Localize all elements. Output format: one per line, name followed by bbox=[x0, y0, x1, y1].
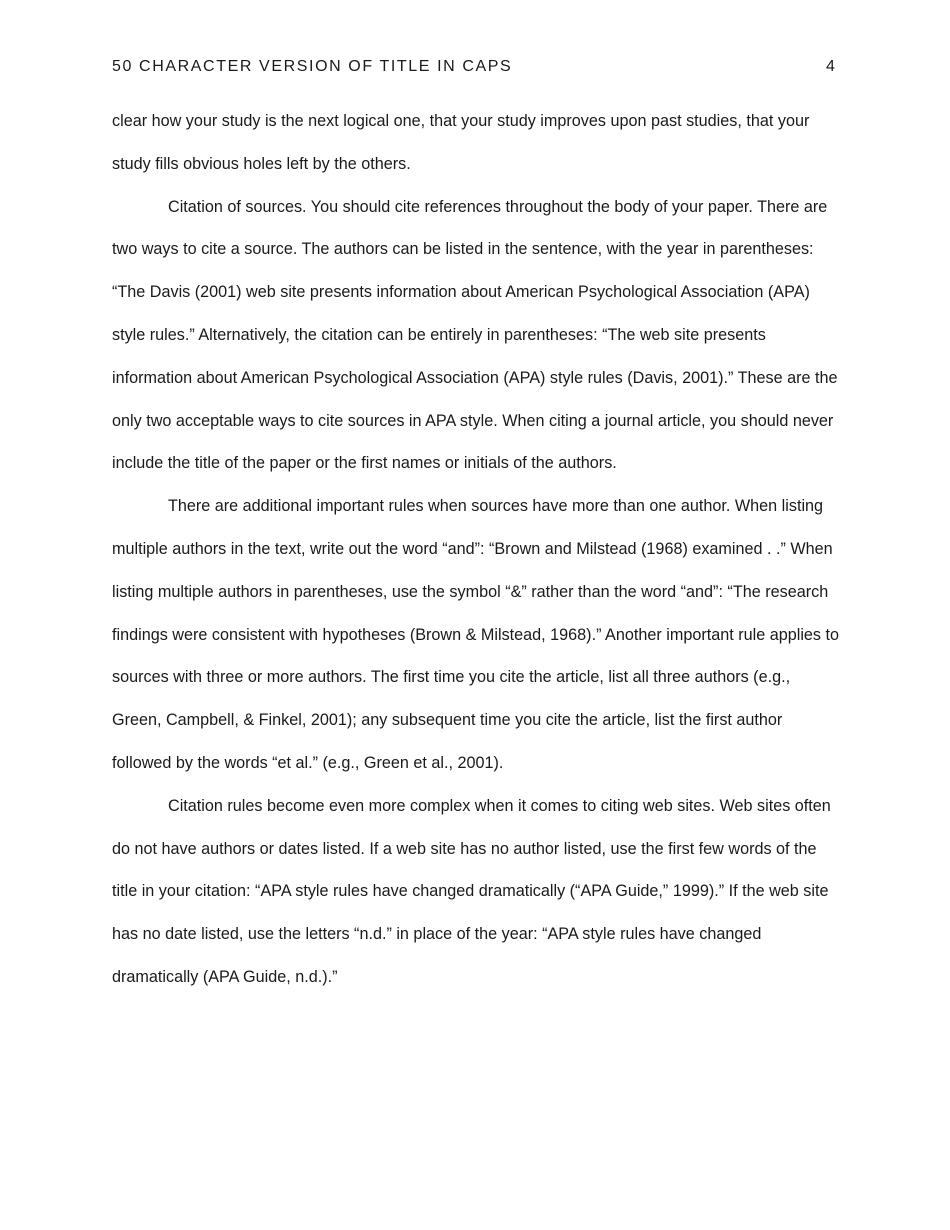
paragraph-multiple-authors: There are additional important rules when sources have more than one author. When listing multiple authors in the text, write out the word “and”: “Brown and Milstead (1968) examined . .” When listing multiple authors in parentheses, use the symbol “&” rather than the word “and”: “The research findings were consistent with hypotheses (Brown & Milstead, 1968).” Another important rule applies to sources with three or more authors. The first time you cite the article, list all three authors (e.g., Green, Campbell, & Finkel, 2001); any subsequent time you cite the article, list the first author followed by the words “et al.” (e.g., Green et al., 2001). bbox=[112, 497, 840, 772]
paragraph-web-sites: Citation rules become even more complex when it comes to citing web sites. Web sites often do not have authors or dates listed. If a web site has no author listed, use the first few words of the title in your citation: “APA style rules have changed dramatically (“APA Guide,” 1999).” If the web site has no date listed, use the letters “n.d.” in place of the year: “APA style rules have changed dramatically (APA Guide, n.d.).” bbox=[112, 796, 831, 986]
paragraph-citation-of-sources: Citation of sources. You should cite references throughout the body of your paper. There are two ways to cite a source. The authors can be listed in the sentence, with the year in parentheses: “The Davis (2001) web site presents information about American Psychological Association (APA) style rules.” Alternatively, the citation can be entirely in parentheses: “The web site presents information about American Psychological Association (APA) style rules (Davis, 2001).” These are the only two acceptable ways to cite sources in APA style. When citing a journal article, you should never include the title of the paper or the first names or initials of the authors. bbox=[112, 197, 838, 473]
body-text bbox=[112, 100, 840, 999]
page-number: 4 bbox=[826, 58, 835, 75]
running-head: 50 CHARACTER VERSION OF TITLE IN CAPS bbox=[112, 58, 513, 75]
paragraph-continued: clear how your study is the next logical one, that your study improves upon past studies, that your study fills obvious holes left by the others. bbox=[112, 112, 810, 173]
